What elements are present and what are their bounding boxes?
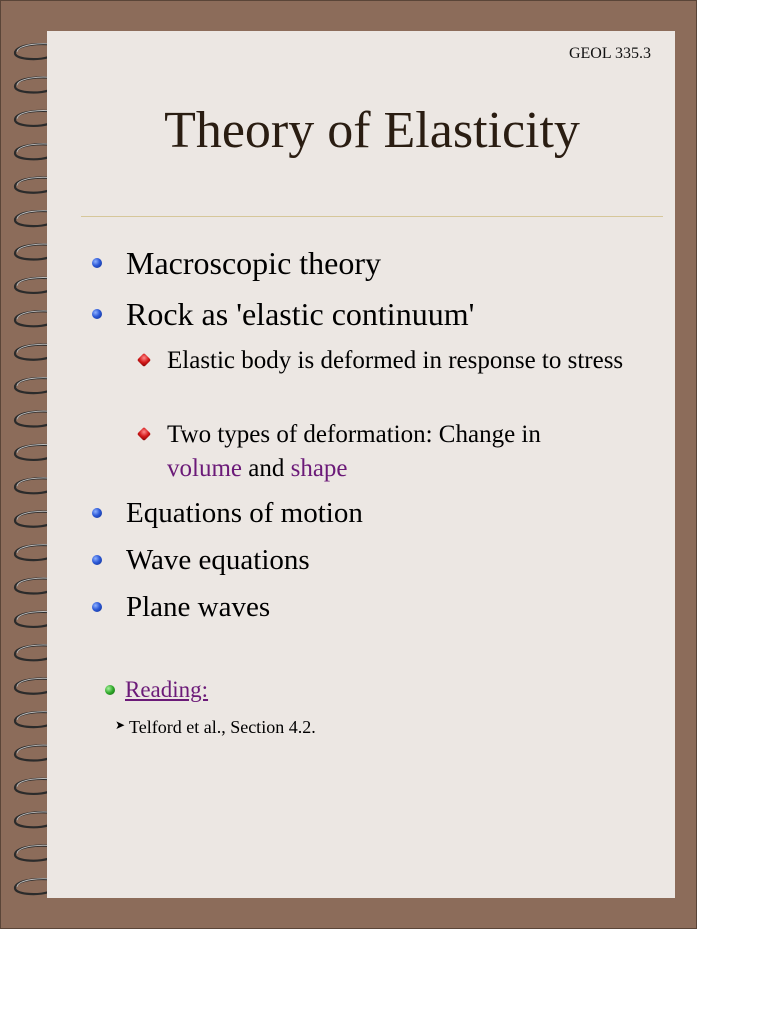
bullet-dot-icon [92,258,102,268]
course-code: GEOL 335.3 [568,45,651,62]
bullet-item: Equations of motion [126,495,363,531]
highlight-shape: shape [290,455,348,482]
sub-bullet-diamond-icon [137,427,151,441]
bullet-item: Macroscopic theory [126,245,381,281]
sub-bullet-item: Elastic body is deformed in response to stress [167,344,637,378]
bullet-item: Plane waves [126,589,270,625]
reading-dot-icon [105,685,115,695]
reading-link[interactable]: Reading: [125,677,208,703]
bullet-dot-icon [92,555,102,565]
bullet-dot-icon [92,602,102,612]
sub-bullet-diamond-icon [137,353,151,367]
arrow-right-icon: ➤ [115,718,126,732]
bullet-list [47,31,675,898]
bullet-dot-icon [92,309,102,319]
bullet-dot-icon [92,508,102,518]
sub-bullet-item: Two types of deformation: Change in volume and shape [167,418,637,486]
highlight-volume: volume [167,455,242,482]
bullet-item: Wave equations [126,542,310,578]
notebook-page [47,31,675,898]
reading-reference: ➤ Telford et al., Section 4.2. [115,717,316,737]
bullet-item: Rock as 'elastic continuum' [126,296,474,332]
slide-title: Theory of Elasticity [164,102,580,159]
